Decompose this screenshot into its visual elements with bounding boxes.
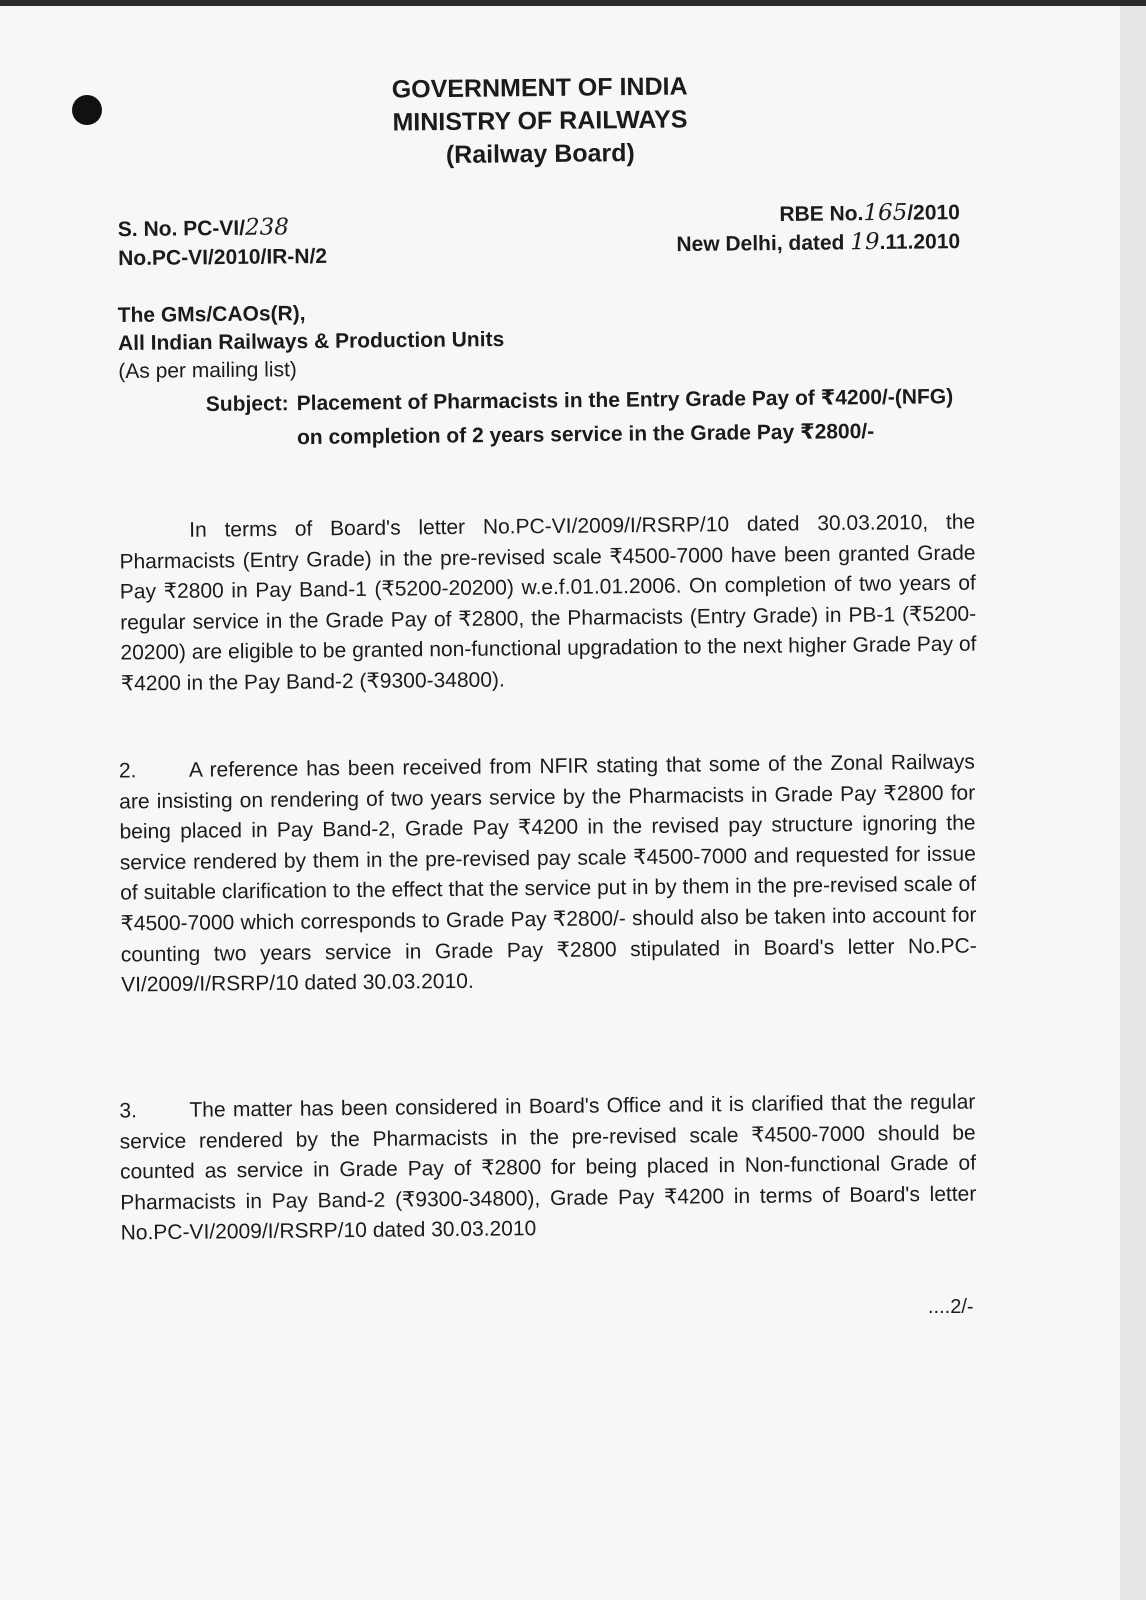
letterhead [289, 69, 790, 173]
punch-hole-mark [72, 95, 102, 125]
paragraph-1 [119, 508, 977, 701]
paragraph-2-text: A reference has been received from NFIR stating that some of the Zonal Railways are insisting on rendering of two years service by the Pharmacists in Grade Pay ₹2800 for being placed in Pay Band-2, Grade Pay ₹4200 in the revised pay structure ignoring the service rendered by them in the pre-revised pay scale ₹4500-7000 and requested for issue of suitable clarification to the effect that the service put in by them in the pre-revised scale of ₹4500-7000 which corresponds to Grade Pay ₹2800/- should also be taken into account for counting two years service in Grade Pay ₹2800 stipulated in Board's letter No.PC-VI/2009/I/RSRP/10 dated 30.03.2010. [119, 750, 977, 997]
addressee-line-3: (As per mailing list) [118, 358, 297, 384]
letterhead-line-board: (Railway Board) [445, 139, 635, 169]
serial-number: S. No. PC-VI/238 [117, 214, 290, 242]
addressee-line-2: All Indian Railways & Production Units [117, 327, 505, 356]
subject-text: Placement of Pharmacists in the Entry Grade Pay of ₹4200/-(NFG) on completion of 2 years service in the Grade Pay ₹2800/- [296, 385, 954, 450]
scan-right-edge [1120, 6, 1146, 1600]
paragraph-2-number: 2. [118, 759, 137, 783]
file-number: No.PC-VI/2010/IR-N/2 [118, 244, 328, 271]
subject-block [206, 380, 977, 456]
date-handwritten: 19 [850, 228, 880, 256]
paragraph-3 [119, 1088, 977, 1250]
serial-handwritten: 238 [244, 214, 290, 241]
subject-label: Subject: [205, 392, 289, 417]
letterhead-line-government: GOVERNMENT OF INDIA [391, 72, 688, 104]
page-continuation: ....2/- [928, 1296, 974, 1318]
rbe-number: RBE No.165/2010 [779, 199, 960, 227]
reference-left [118, 213, 328, 273]
reference-right [600, 198, 961, 260]
letterhead-line-ministry: MINISTRY OF RAILWAYS [392, 105, 688, 137]
addressee-line-1: The GMs/CAOs(R), [117, 302, 306, 328]
paragraph-3-number: 3. [119, 1099, 138, 1123]
rbe-handwritten: 165 [863, 199, 908, 227]
paragraph-1-text: In terms of Board's letter No.PC-VI/2009/I/RSRP/10 dated 30.03.2010, the Pharmacists (Entry Grade) in the pre-revised scale ₹4500-7000 have been granted Grade Pay ₹2800 in Pay Band-1 (₹5200-20200) w.e.f.01.01.2006. On completion of two years of regular service in the Grade Pay of ₹2800, the Pharmacists (Entry Grade) in PB-1 (₹5200-20200) are eligible to be granted non-functional upgradation to the next higher Grade Pay of ₹4200 in the Pay Band-2 (₹9300-34800). [119, 510, 977, 696]
paragraph-2 [119, 748, 978, 1002]
paragraph-3-text: The matter has been considered in Board's Office and it is clarified that the regular service rendered by the Pharmacists in the pre-revised scale ₹4500-7000 should be counted as service in Grade Pay of ₹2800 for being placed in Non-functional Grade of Pharmacists in Pay Band-2 (₹9300-34800), Grade Pay ₹4200 in terms of Board's letter No.PC-VI/2009/I/RSRP/10 dated 30.03.2010 [119, 1090, 977, 1245]
issue-date: New Delhi, dated 19.11.2010 [676, 228, 961, 257]
addressee-block [118, 298, 505, 386]
